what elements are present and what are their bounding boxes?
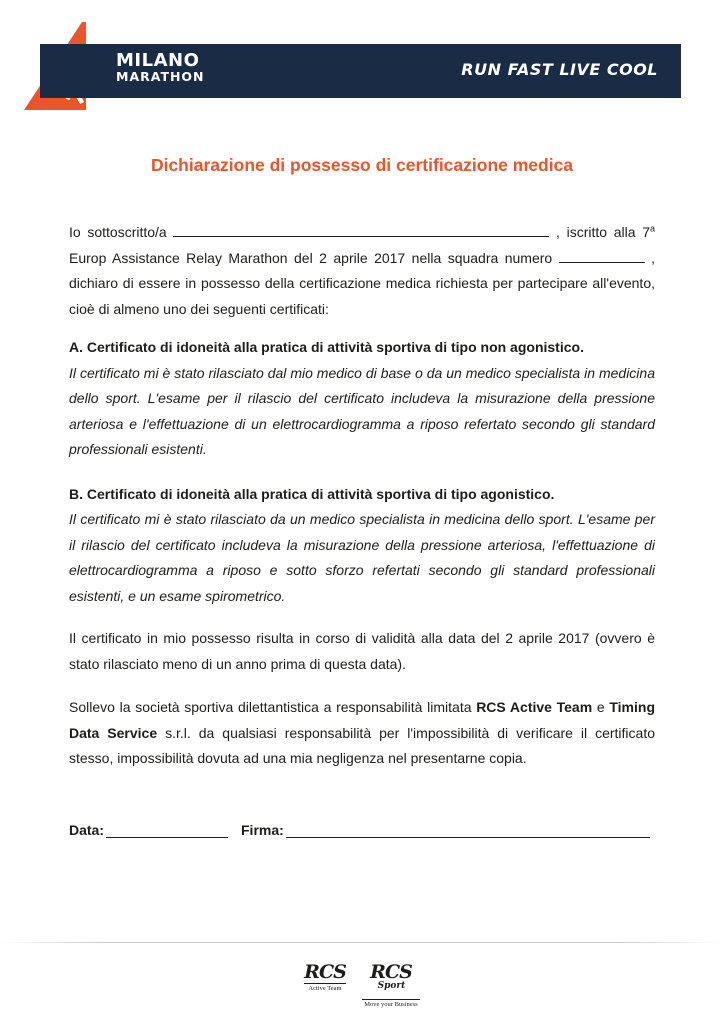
ordinal-superscript: a bbox=[649, 223, 655, 234]
section-b bbox=[69, 482, 655, 610]
intro-text-3: Europ Assistance Relay Marathon del 2 aprile 2017 nella squadra numero bbox=[69, 249, 559, 266]
signature-row bbox=[69, 820, 659, 844]
date-label: Data: bbox=[69, 822, 105, 838]
logo2-wordmark: RCS bbox=[370, 961, 412, 983]
release-company-2: Timing Data Service bbox=[69, 699, 655, 741]
intro-paragraph bbox=[69, 220, 655, 322]
intro-text-2: , iscritto alla 7 bbox=[549, 224, 650, 240]
logo1-rule bbox=[304, 983, 346, 984]
validity-paragraph: Il certificato in mio possesso risulta in corso di validità alla data del 2 aprile 2017 (ovvero è stato rilasciato meno di un anno prima di questa data). bbox=[69, 630, 655, 672]
signature-blank-field bbox=[286, 837, 650, 838]
logo2-tagline: Move your Business bbox=[364, 1001, 418, 1008]
section-b-heading: B. Certificato di idoneità alla pratica di attività sportiva di tipo agonistico. bbox=[69, 485, 555, 502]
signature-label: Firma: bbox=[241, 822, 284, 838]
footer-divider bbox=[0, 942, 724, 943]
document-body bbox=[69, 220, 655, 772]
logo2-rule bbox=[362, 999, 420, 1000]
brand-wordmark bbox=[116, 52, 205, 84]
brand-line-2: MARATHON bbox=[116, 69, 205, 84]
logo1-wordmark: RCS bbox=[304, 961, 346, 983]
section-b-text: Il certificato mi è stato rilasciato da un medico specialista in medicina dello sport. L'esame per il rilascio del certificato includeva la misurazione della pressione arteriosa, l'effettuazione di elettrocardiogramma a riposo e sotto sforzo refertati secondo gli standard professionali esistenti, e un esame spirometrico. bbox=[69, 511, 655, 604]
release-text-1: Sollevo la società sportiva dilettantistica a responsabilità limitata bbox=[69, 699, 477, 715]
slogan: RUN FAST LIVE COOL bbox=[461, 60, 658, 79]
release-paragraph bbox=[69, 695, 655, 772]
section-a bbox=[69, 335, 655, 463]
section-a-heading: A. Certificato di idoneità alla pratica di attività sportiva di tipo non agonistico. bbox=[69, 339, 584, 355]
date-blank-field bbox=[106, 837, 228, 838]
logo2-sport-word: Sport bbox=[377, 981, 406, 991]
section-a-text: Il certificato mi è stato rilasciato dal mio medico di base o da un medico specialista in medicina dello sport. L'esame per il rilascio del certificato includeva la misurazione della pressione arteriosa e l'effettuazione di un elettrocardiogramma a riposo refertato secondo gli standard professionali esistenti. bbox=[69, 364, 655, 457]
name-blank-field bbox=[173, 222, 549, 237]
intro-text-1: Io sottoscritto/a bbox=[69, 224, 174, 240]
rcs-sport-logo bbox=[362, 963, 420, 1009]
page-title: Dichiarazione di possesso di certificazione medica bbox=[150, 155, 574, 175]
release-text-2: e bbox=[592, 699, 610, 715]
release-company-1: RCS Active Team bbox=[476, 699, 593, 715]
team-number-blank-field bbox=[559, 248, 645, 263]
rcs-active-team-logo bbox=[304, 963, 346, 993]
release-text-3: s.r.l. da qualsiasi responsabilità per l'impossibilità di verificare il certificato stesso, impossibilità dovuta ad una mia negligenza nel presentarne copia. bbox=[69, 724, 655, 766]
intro-text-4: , dichiaro di essere in possesso della certificazione medica richiesta per partecipare all'evento, cioè di almeno uno dei seguenti certificati: bbox=[69, 249, 655, 317]
brand-line-1: MILANO bbox=[116, 50, 200, 71]
logo1-tagline: Active Team bbox=[308, 985, 342, 992]
